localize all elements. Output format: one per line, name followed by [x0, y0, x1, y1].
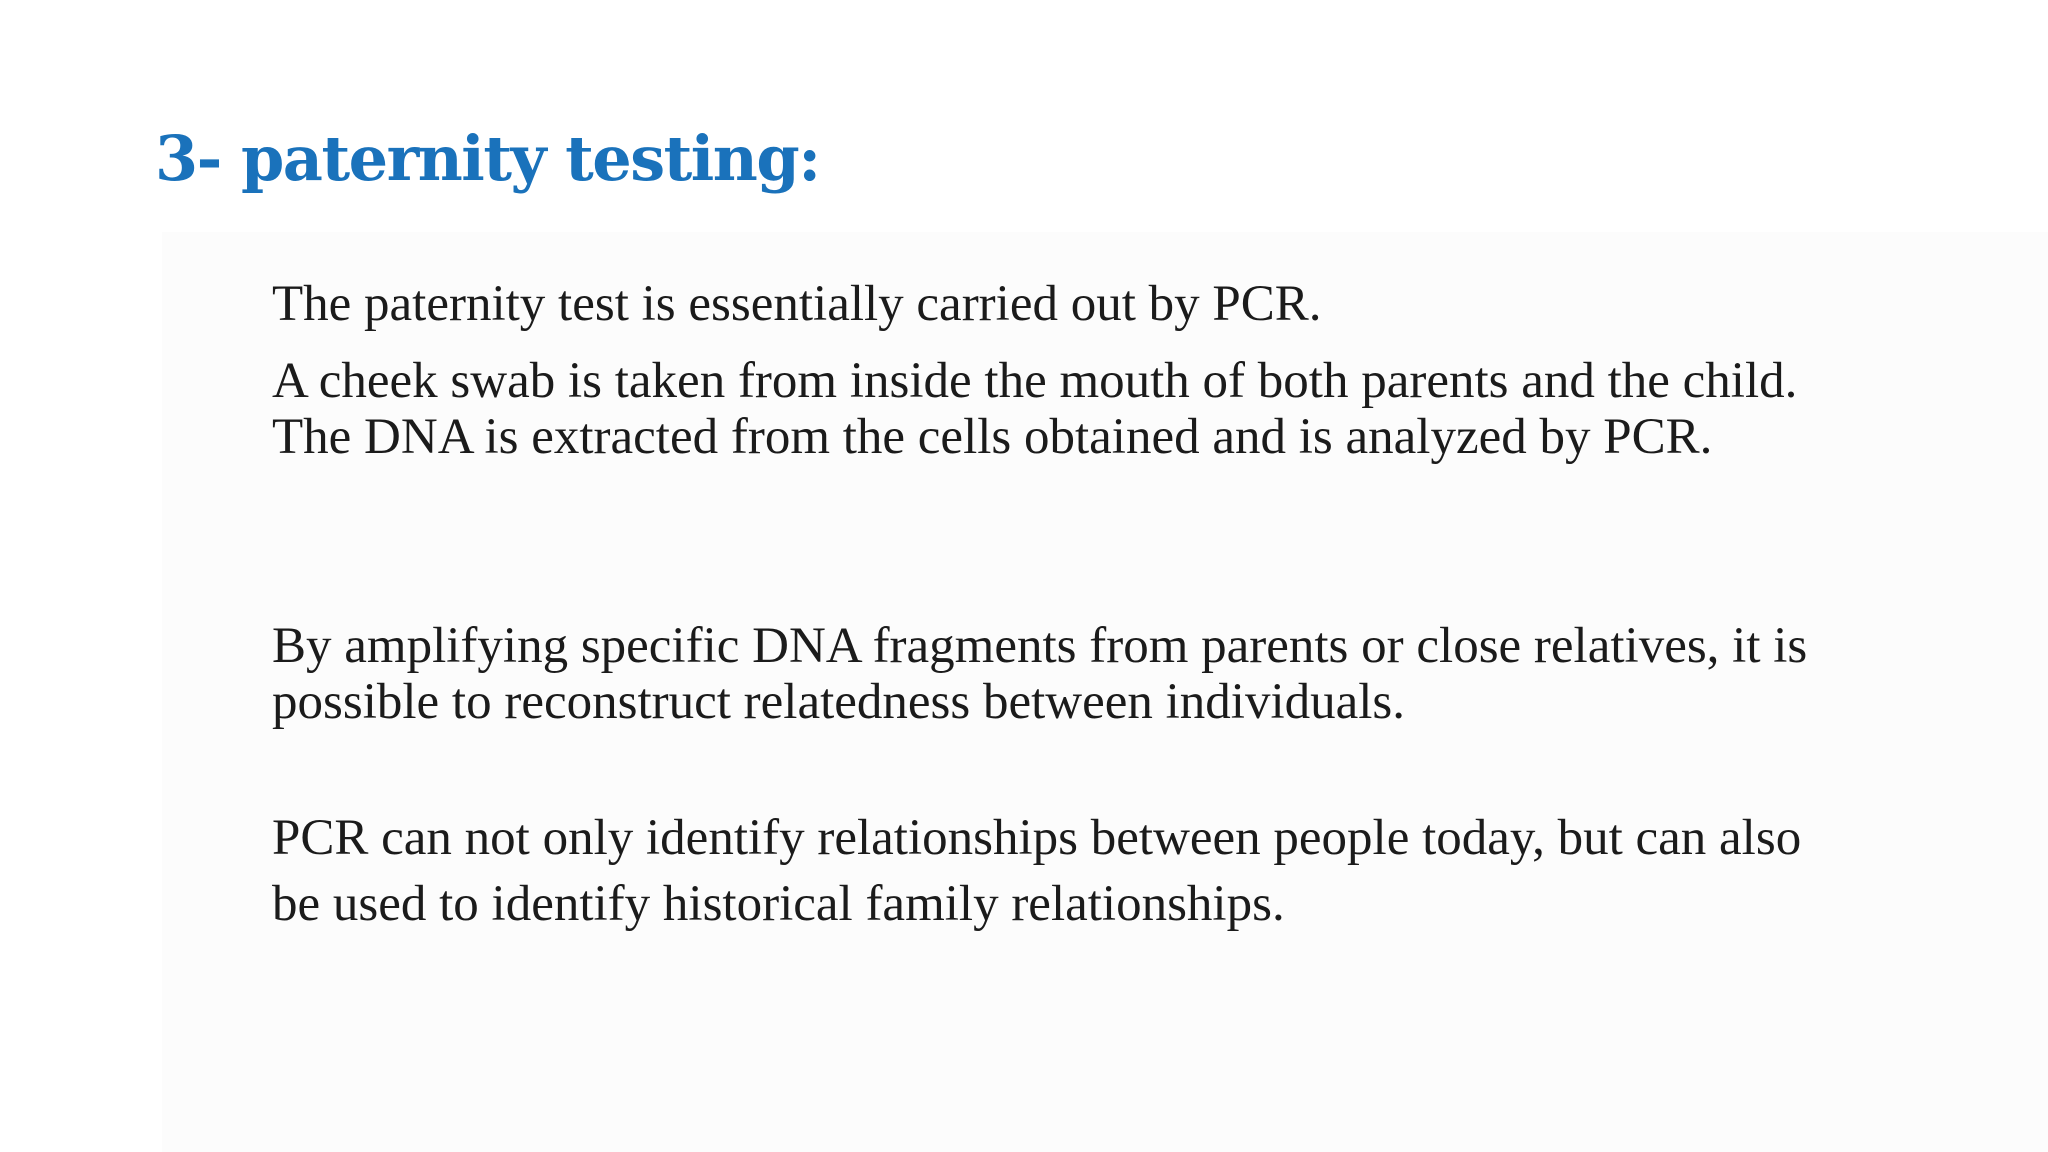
- paragraph-dna-amplification: By amplifying specific DNA fragments from parents or close relatives, it is possible to reconstruct relatedness between individuals.: [272, 618, 1808, 730]
- paragraph-pcr-method: The paternity test is essentially carried out by PCR.: [272, 276, 1322, 332]
- paragraph-historical-relationships: PCR can not only identify relationships between people today, but can also be used to identify historical family relationships.: [272, 810, 1802, 932]
- paragraph-cheek-swab: A cheek swab is taken from inside the mouth of both parents and the child. The DNA is extracted from the cells obtained and is analyzed by PCR.: [272, 353, 1798, 465]
- slide-title: 3- paternity testing:: [155, 122, 820, 195]
